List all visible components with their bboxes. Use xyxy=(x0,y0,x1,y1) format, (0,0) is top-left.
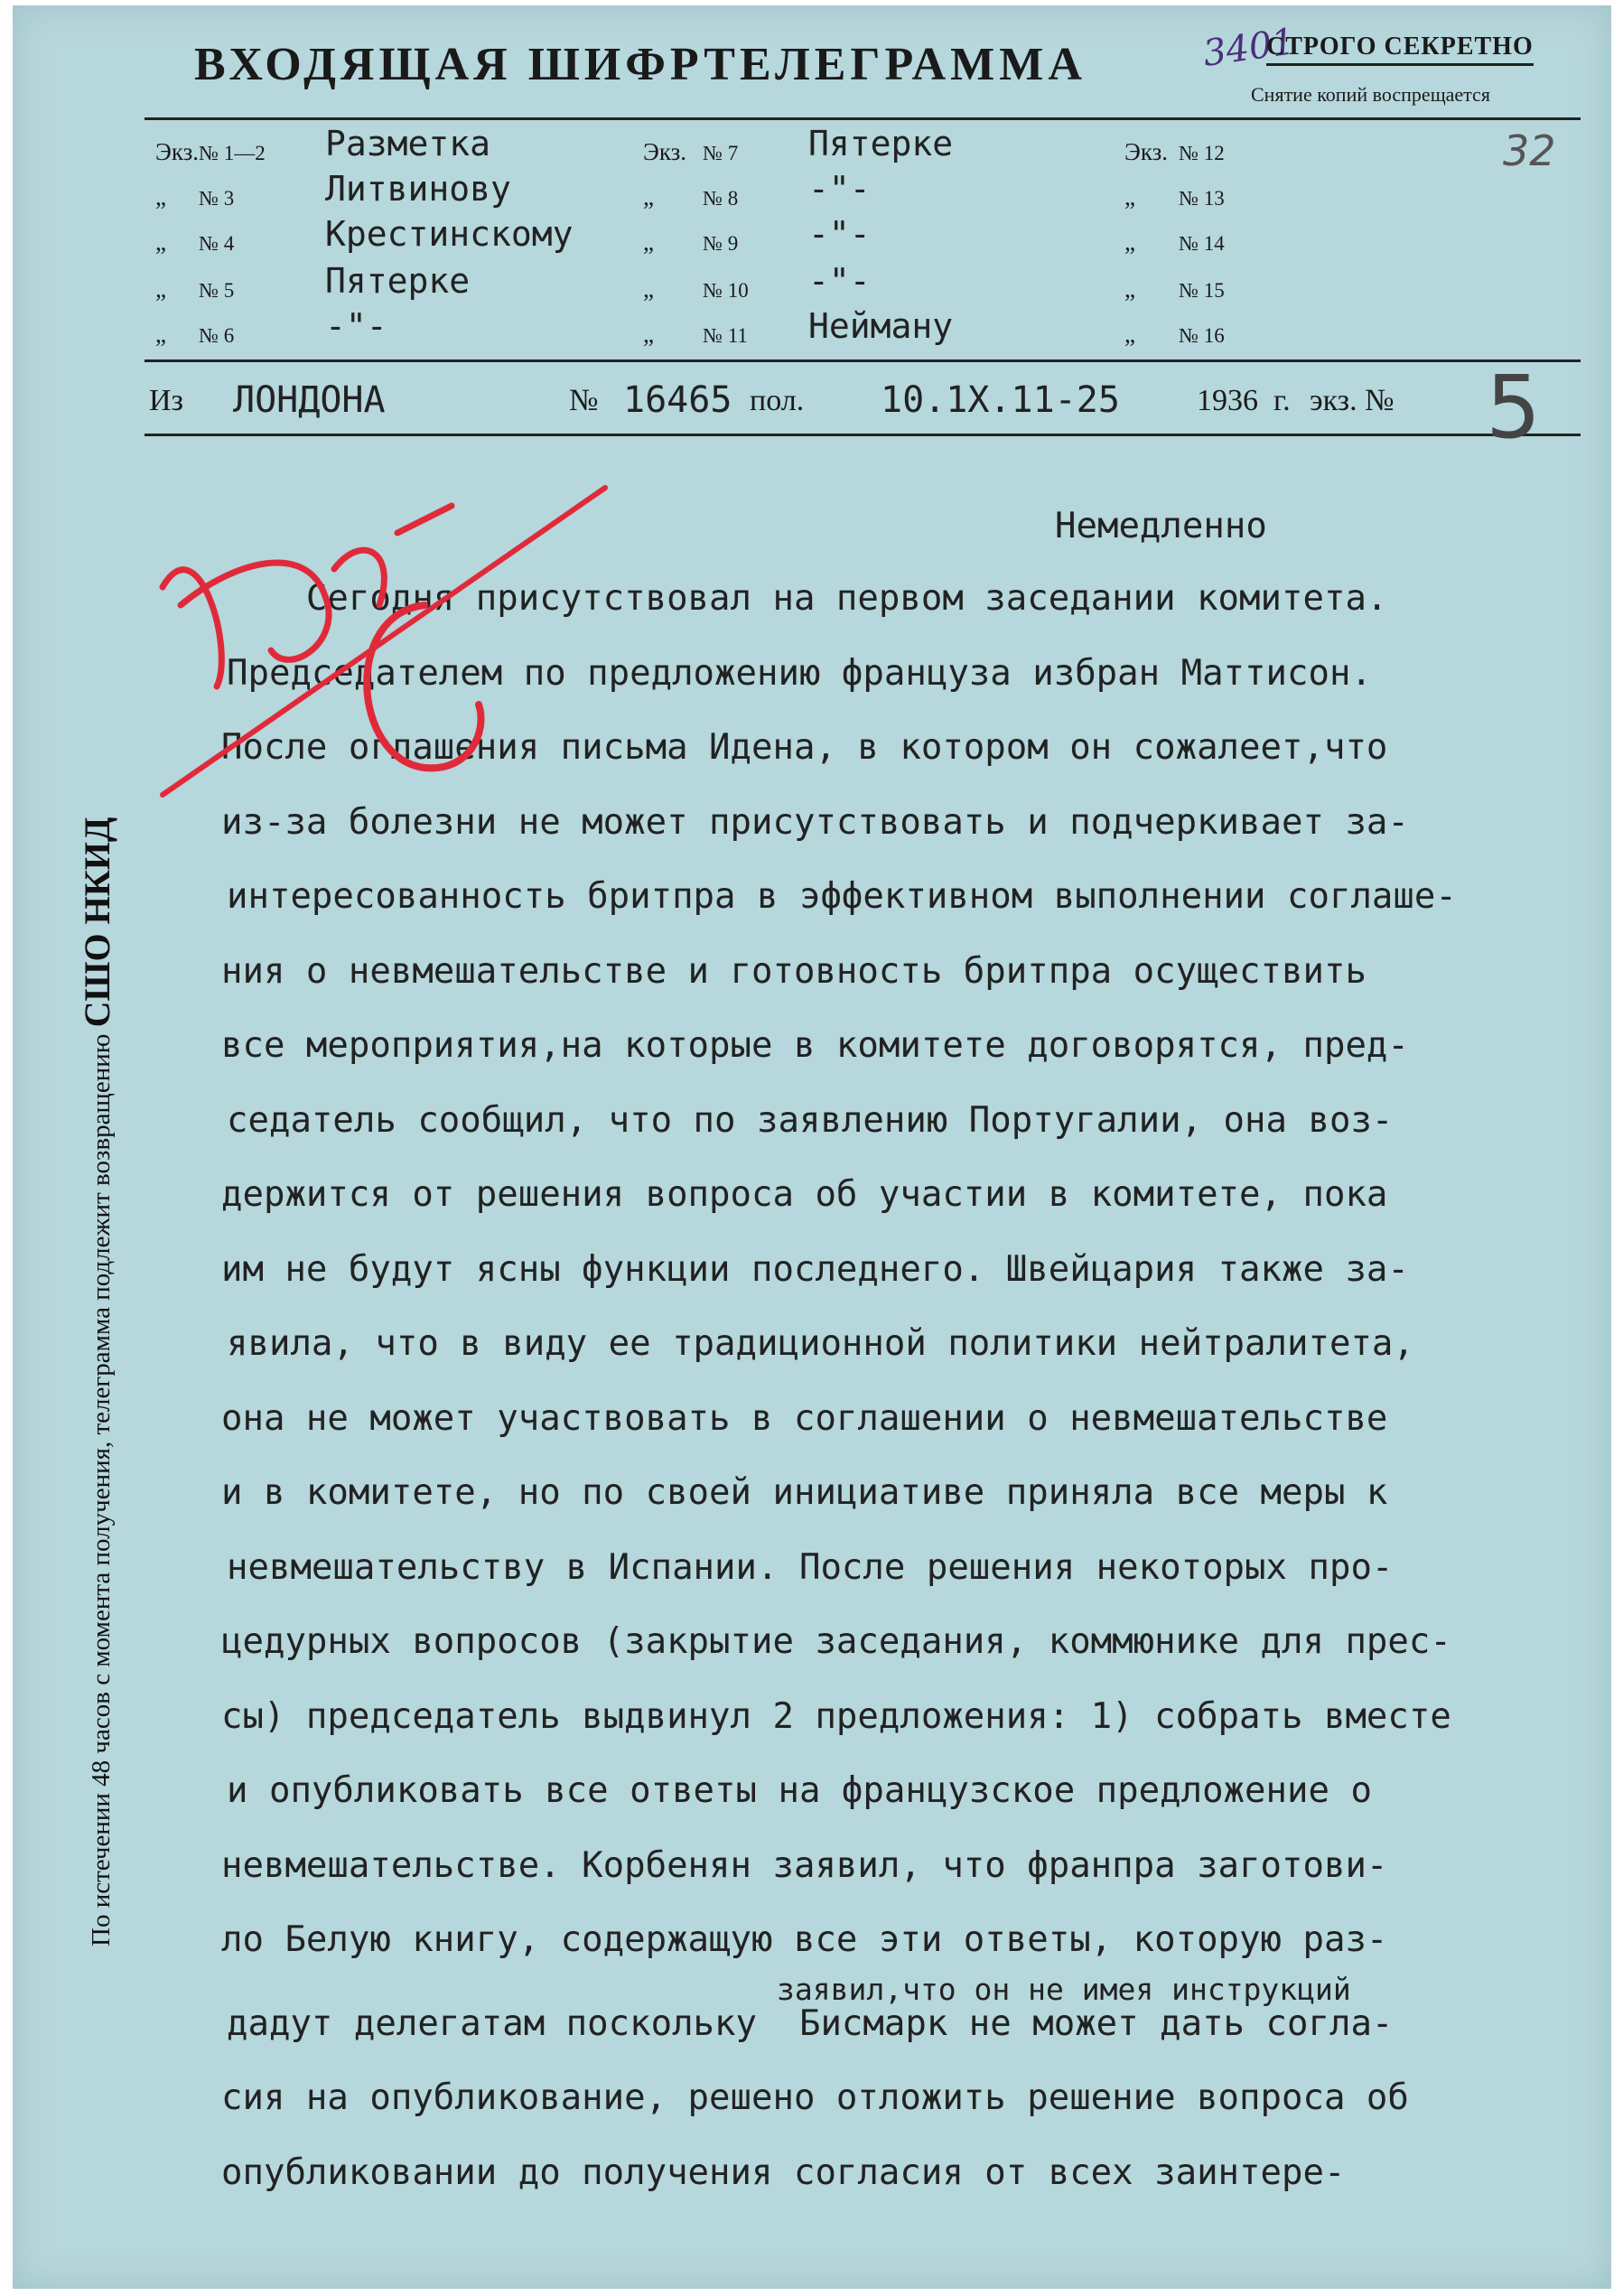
handwritten-page-number: 32 xyxy=(1503,126,1556,175)
from-label: Из xyxy=(149,384,183,417)
copy-prefix: „ xyxy=(643,321,654,348)
distribution-rule-bottom xyxy=(145,434,1581,436)
document-title: ВХОДЯЩАЯ ШИФРТЕЛЕГРАММА xyxy=(194,39,1087,90)
copy-recipient: Крестинскому xyxy=(325,214,574,254)
body-line: интересованность бритпра в эффективном выполнении соглаше- xyxy=(227,876,1457,917)
copy-prefix: „ xyxy=(1124,183,1135,210)
copy-recipient: Разметка xyxy=(325,124,491,163)
body-line: сы) председатель выдвинул 2 предложения: 1) собрать вместе xyxy=(221,1695,1451,1737)
body-line: опубликовании до получения согласия от всех заинтере- xyxy=(221,2151,1346,2193)
body-line: ло Белую книгу, содержащую все эти ответы, которую раз- xyxy=(221,1919,1388,1960)
copy-prohibition-notice: Снятие копий воспрещается xyxy=(1251,83,1490,106)
received-datetime: 10.1X.11-25 xyxy=(881,379,1120,421)
department-name: СШО НКИД xyxy=(77,817,117,1028)
year-value: 1936 xyxy=(1197,384,1258,417)
copy-number: № 1—2 xyxy=(199,142,266,164)
copy-prefix: „ xyxy=(155,229,166,256)
copy-recipient: Пятерке xyxy=(808,124,954,163)
body-line: ния о невмешательстве и готовность бритпра осуществить xyxy=(221,950,1366,992)
copy-number: № 5 xyxy=(199,279,235,302)
body-line: и опубликовать все ответы на французское предложение о xyxy=(227,1770,1372,1811)
from-city: ЛОНДОНА xyxy=(233,379,386,421)
copy-number: № 6 xyxy=(199,324,235,347)
handwritten-insertion: заявил,что он не имея инструкций xyxy=(777,1972,1351,2007)
body-line: и в комитете, но по своей инициативе приняла все меры к xyxy=(221,1472,1388,1513)
body-line: После оглашения письма Идена, в котором он сожалеет,что xyxy=(221,727,1388,768)
copy-recipient: -"- xyxy=(808,169,871,209)
copy-prefix: „ xyxy=(1124,275,1135,303)
copy-number-label: экз. № xyxy=(1310,384,1394,417)
copy-number: № 4 xyxy=(199,232,235,255)
body-line: явила, что в виду ее традиционной политики нейтралитета, xyxy=(227,1323,1414,1364)
body-line: им не будут ясны функции последнего. Швейцария также за- xyxy=(221,1248,1409,1290)
body-line: невмешательстве. Корбенян заявил, что франпра заготови- xyxy=(221,1844,1388,1886)
copy-number: № 16 xyxy=(1179,324,1225,347)
body-line: все мероприятия,на которые в комитете договорятся, пред- xyxy=(221,1025,1409,1066)
copy-number: № 14 xyxy=(1179,232,1225,255)
header-rule xyxy=(145,117,1581,120)
body-line: невмешательству в Испании. После решения некоторых про- xyxy=(227,1546,1394,1588)
copy-number: № 8 xyxy=(703,187,739,210)
red-pencil-resolution-mark xyxy=(126,470,632,831)
body-line: из-за болезни не может присутствовать и подчеркивает за- xyxy=(221,801,1409,843)
copy-recipient: -"- xyxy=(808,214,871,254)
copy-prefix: „ xyxy=(643,229,654,256)
copy-number: № 7 xyxy=(703,142,739,164)
handwritten-copy-number: 5 xyxy=(1486,357,1542,458)
copy-prefix: „ xyxy=(1124,229,1135,256)
number-label: № xyxy=(569,384,599,417)
body-line: она не может участвовать в соглашении о невмешательстве xyxy=(221,1397,1388,1439)
body-line: дадут делегатам поскольку Бисмарк не может дать согла- xyxy=(227,2002,1394,2044)
copy-prefix: Экз. xyxy=(1124,138,1169,165)
copy-number: № 15 xyxy=(1179,279,1225,302)
copy-recipient: Литвинову xyxy=(325,169,511,209)
body-line: цедурных вопросов (закрытие заседания, коммюнике для прес- xyxy=(221,1621,1451,1662)
copy-prefix: „ xyxy=(643,275,654,303)
copy-recipient: Пятерке xyxy=(325,261,471,301)
body-line: Председателем по предложению француза избран Маттисон. xyxy=(227,652,1372,694)
return-notice-text: По истечении 48 часов с момента получения, телеграмма подлежит возвращению xyxy=(87,1033,116,1946)
copy-prefix: „ xyxy=(155,183,166,210)
copy-number: № 3 xyxy=(199,187,235,210)
copy-number: № 10 xyxy=(703,279,749,302)
copy-number: № 13 xyxy=(1179,187,1225,210)
copy-prefix: „ xyxy=(155,321,166,348)
copy-prefix: „ xyxy=(1124,321,1135,348)
copy-prefix: „ xyxy=(155,275,166,303)
copy-number: № 9 xyxy=(703,232,739,255)
copy-number: № 12 xyxy=(1179,142,1225,164)
urgency-marker: Немедленно xyxy=(1055,506,1267,546)
body-line: седатель сообщил, что по заявлению Португалии, она воз- xyxy=(227,1099,1394,1141)
handwritten-registration-number: 3401 xyxy=(1200,21,1298,75)
body-line: сия на опубликование, решено отложить решение вопроса об xyxy=(221,2077,1409,2118)
received-label: пол. xyxy=(750,384,805,417)
copy-prefix: Экз. xyxy=(155,138,200,165)
copy-prefix: Экз. xyxy=(643,138,687,165)
copy-recipient: -"- xyxy=(325,306,387,346)
telegram-number: 16465 xyxy=(623,379,732,421)
year-suffix: г. xyxy=(1273,384,1291,417)
return-notice-sidebar xyxy=(76,357,118,1946)
secrecy-stamp: СТРОГО СЕКРЕТНО xyxy=(1266,33,1534,66)
copy-recipient: -"- xyxy=(808,261,871,301)
body-line: держится от решения вопроса об участии в комитете, пока xyxy=(221,1174,1388,1215)
distribution-rule-top xyxy=(145,359,1581,362)
body-line: Сегодня присутствовал на первом заседании комитета. xyxy=(221,578,1388,619)
copy-prefix: „ xyxy=(643,183,654,210)
copy-number: № 11 xyxy=(703,324,748,347)
copy-recipient: Нейману xyxy=(808,306,954,346)
